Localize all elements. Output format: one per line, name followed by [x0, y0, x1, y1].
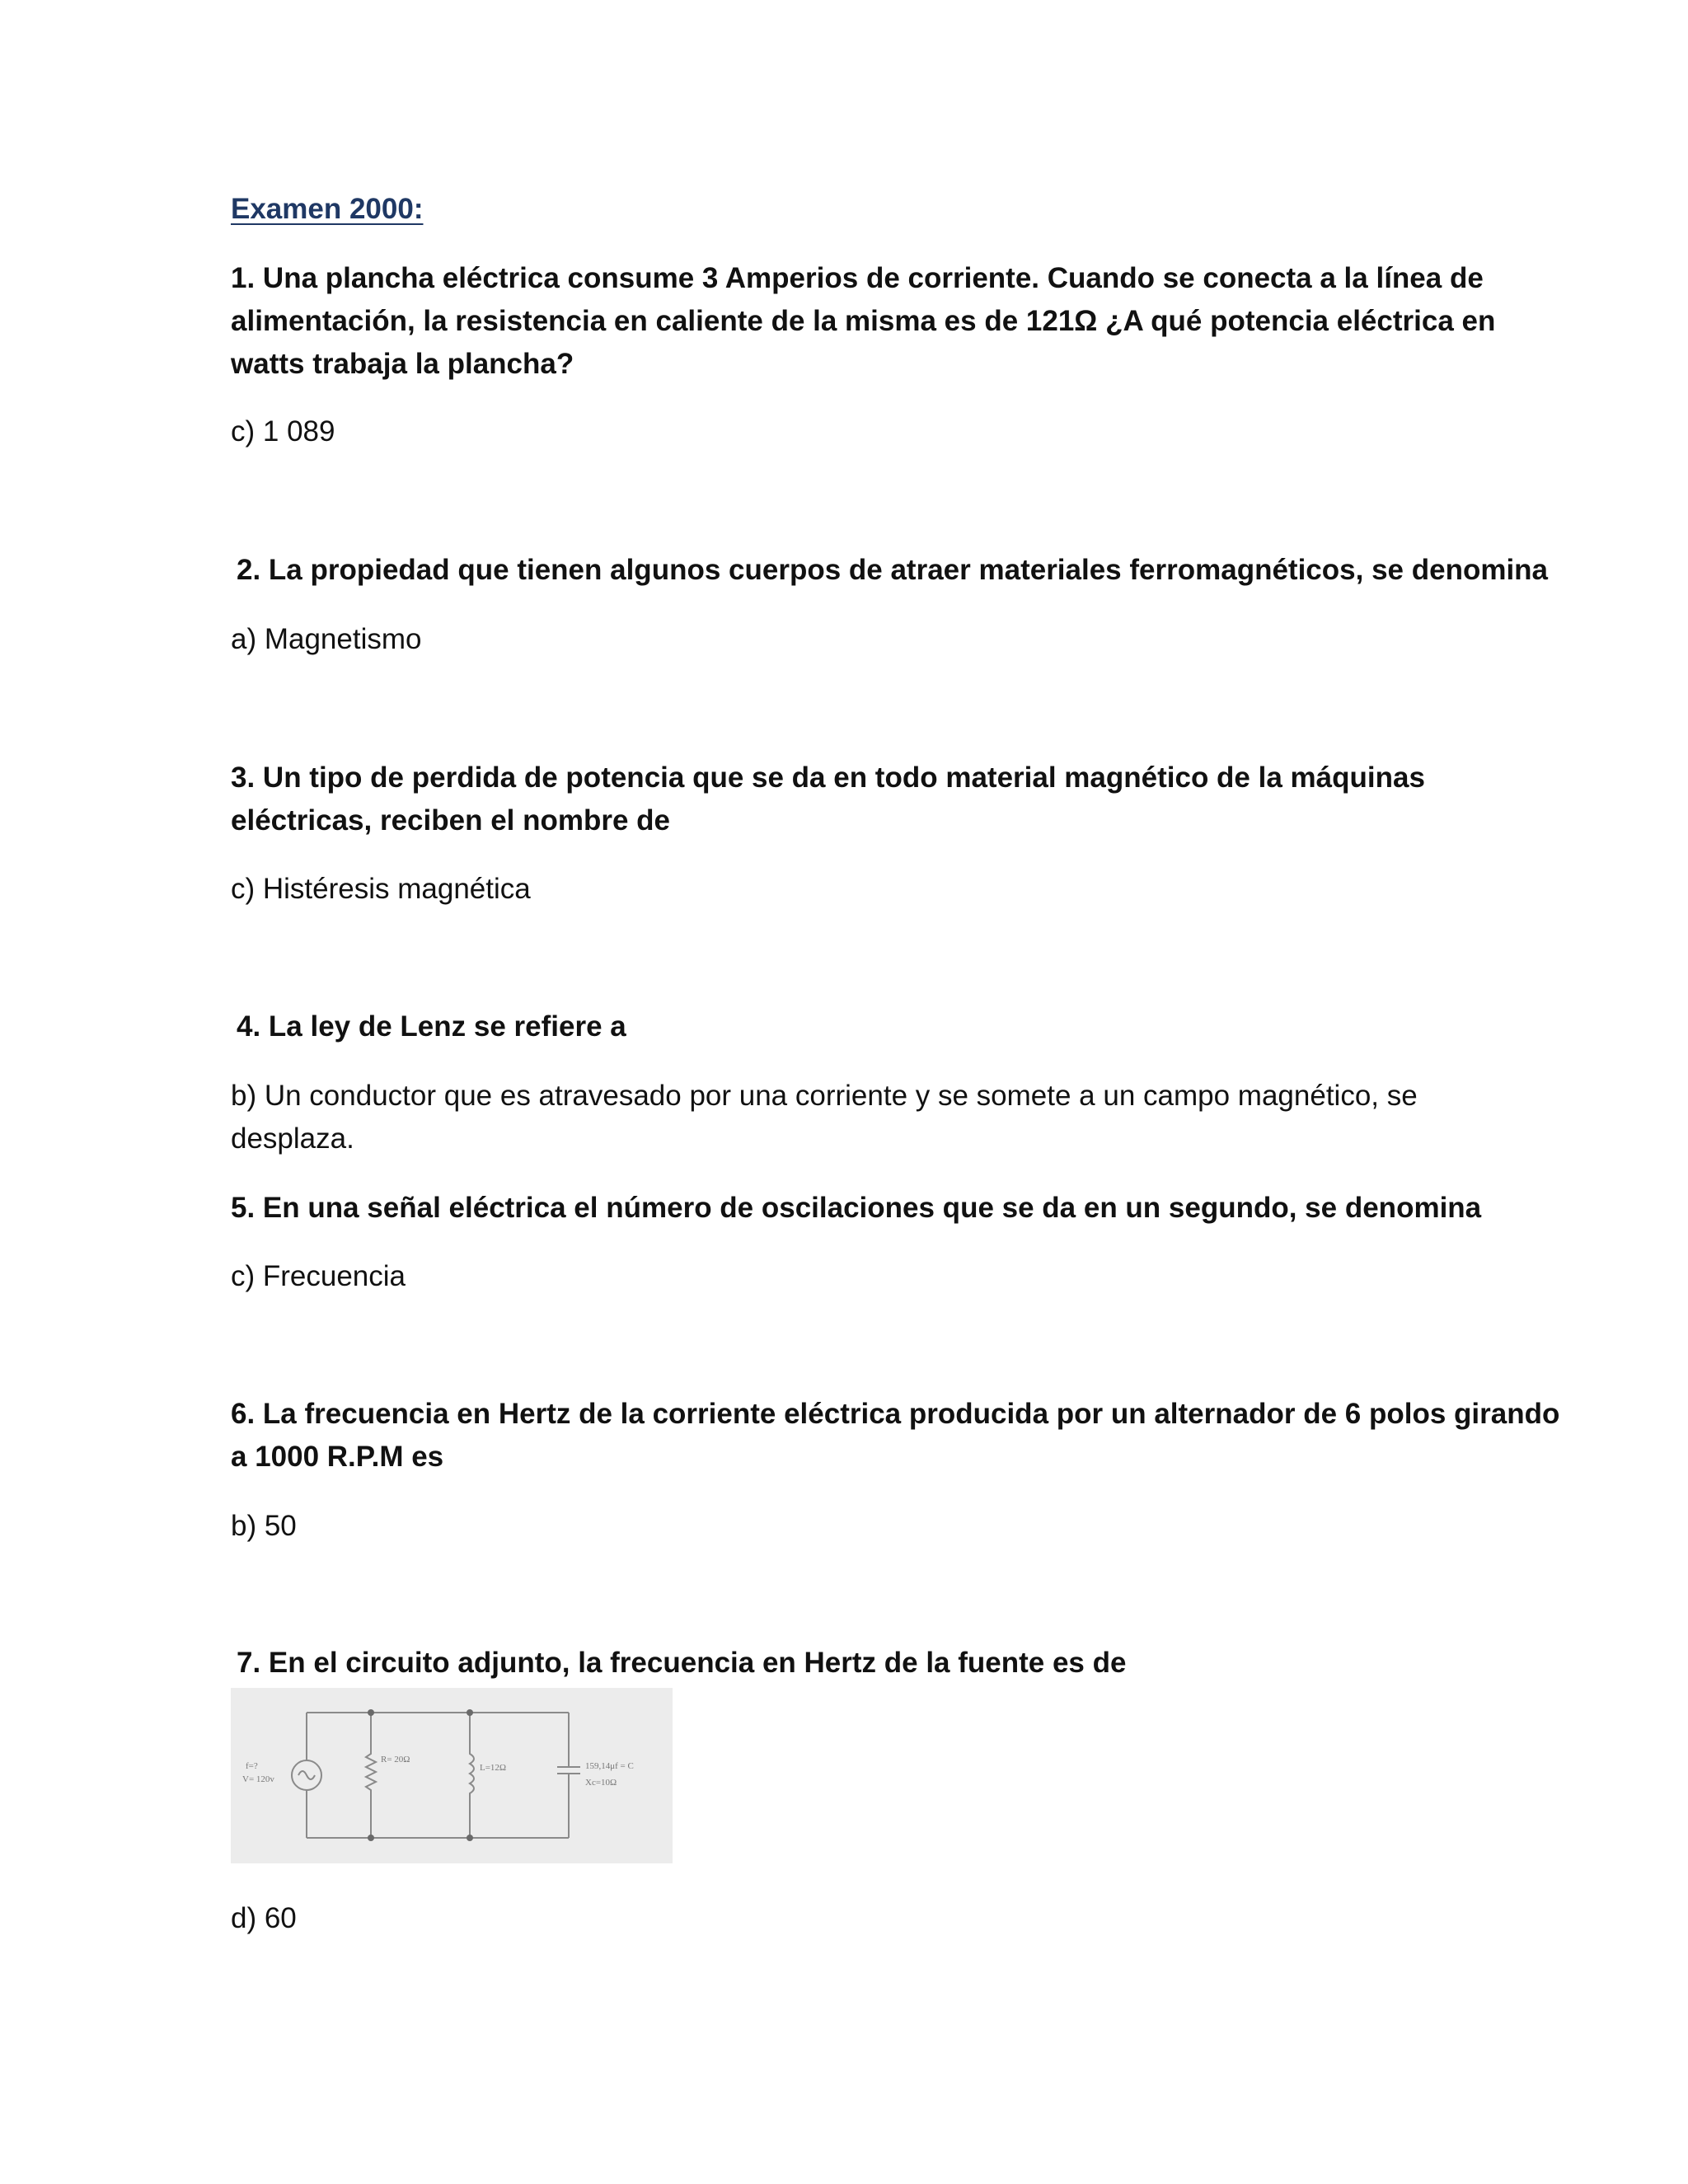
- question-2-line-1: 2. La propiedad que tienen algunos cuerpos de atraer materiales ferromagnéticos, se denomina: [237, 554, 1549, 586]
- answer-3: c) Histéresis magnética: [231, 873, 531, 905]
- answer-6: b) 50: [231, 1510, 297, 1542]
- inductor-label: L=12Ω: [480, 1763, 507, 1773]
- question-5-line-1: 5. En una señal eléctrica el número de oscilaciones que se da en un segundo, se denomina: [231, 1192, 1482, 1224]
- question-6-line-1: 6. La frecuencia en Hertz de la corriente eléctrica producida por un alternador de 6 polos girando: [231, 1398, 1560, 1430]
- question-1-line-1: 1. Una plancha eléctrica consume 3 Amperios de corriente. Cuando se conecta a la línea de: [231, 262, 1484, 294]
- node: [467, 1835, 473, 1841]
- question-6-line-2: a 1000 R.P.M es: [231, 1441, 444, 1473]
- resistor-branch: [366, 1713, 376, 1838]
- node: [368, 1835, 374, 1841]
- circuit-diagram: [231, 1688, 673, 1863]
- node: [368, 1709, 374, 1716]
- answer-4-line-2: desplaza.: [231, 1122, 354, 1155]
- question-1-line-3: watts trabaja la plancha?: [231, 348, 574, 380]
- question-4-line-1: 4. La ley de Lenz se refiere a: [237, 1010, 626, 1043]
- source-wave: [298, 1771, 315, 1779]
- question-7-line-1: 7. En el circuito adjunto, la frecuencia en Hertz de la fuente es de: [237, 1647, 1127, 1679]
- circuit-nodes: [368, 1709, 473, 1841]
- inductor-branch: [470, 1713, 474, 1838]
- question-3-line-1: 3. Un tipo de perdida de potencia que se da en todo material magnético de la máquinas: [231, 762, 1425, 794]
- source-frequency-label: f=?: [246, 1761, 258, 1771]
- capacitor-branch: [557, 1713, 580, 1838]
- answer-2: a) Magnetismo: [231, 623, 422, 655]
- circuit-svg: [231, 1688, 673, 1863]
- answer-7: d) 60: [231, 1902, 297, 1934]
- capacitor-label: 159,14μf = C: [585, 1761, 634, 1771]
- source-voltage-label: V= 120v: [242, 1774, 274, 1784]
- answer-1: c) 1 089: [231, 415, 335, 448]
- question-3-line-2: eléctricas, reciben el nombre de: [231, 804, 671, 837]
- answer-5: c) Frecuencia: [231, 1260, 406, 1292]
- circuit-wires: [292, 1713, 580, 1838]
- exam-title: Examen 2000:: [231, 193, 424, 225]
- reactance-label: Xc=10Ω: [585, 1778, 617, 1788]
- question-1-line-2: alimentación, la resistencia en caliente de la misma es de 121Ω ¿A qué potencia eléctrica en: [231, 305, 1496, 337]
- node: [467, 1709, 473, 1716]
- resistor-label: R= 20Ω: [381, 1755, 410, 1765]
- answer-4-line-1: b) Un conductor que es atravesado por una corriente y se somete a un campo magnético, se: [231, 1080, 1418, 1112]
